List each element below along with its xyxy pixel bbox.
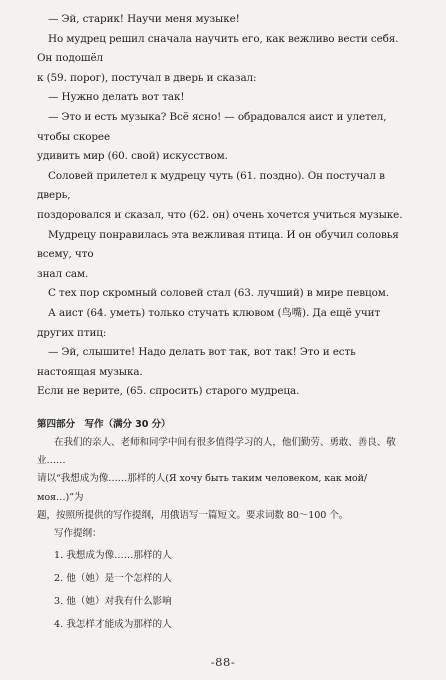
passage-line: Соловей прилетел к мудрецу чуть (61. поздно). Он постучал в дверь, bbox=[37, 169, 385, 202]
passage-line: — Это и есть музыка? Всё ясно! — обрадовался аист и улетел, чтобы скорее bbox=[37, 110, 387, 143]
prompt-line: 在我们的亲人、老师和同学中间有很多值得学习的人，他们勤劳、勇敢、善良、敬业…… bbox=[37, 437, 396, 467]
section-title: 第四部分 写作（满分 30 分） bbox=[37, 418, 171, 430]
passage-line: Но мудрец решил сначала научить его, как вежливо вести себя. Он подошёл bbox=[37, 32, 399, 65]
passage-line: А аист (64. уметь) только стучать клювом (鸟嘴). Да ещё учит других птиц: bbox=[37, 306, 381, 339]
passage-line: — Нужно делать вот так! bbox=[48, 91, 185, 104]
passage-line: Мудрецу понравилась эта вежливая птица. И он обучил соловья всему, что bbox=[37, 228, 399, 261]
outline-item: 1. 我想成为像……那样的人 bbox=[54, 550, 172, 562]
prompt-line: 请以“我想成为像……那样的人(Я хочу быть таким человеком, как мой/моя…)”为 bbox=[37, 473, 368, 503]
outline-item: 2. 他（她）是一个怎样的人 bbox=[54, 573, 172, 585]
passage-line: поздоровался и сказал, что (62. он) очень хочется учиться музыке. bbox=[37, 208, 403, 221]
passage-line: С тех пор скромный соловей стал (63. лучший) в мире певцом. bbox=[48, 287, 389, 300]
passage-line: к (59. порог), постучал в дверь и сказал: bbox=[37, 71, 257, 84]
page-number: -88- bbox=[210, 655, 236, 669]
passage-line: — Эй, слышите! Надо делать вот так, вот так! Это и есть настоящая музыка. bbox=[37, 346, 356, 378]
outline-label: 写作提纲： bbox=[54, 528, 102, 540]
passage-line: Если не верите, (65. спросить) старого мудреца. bbox=[37, 385, 300, 398]
passage-line: удивить мир (60. свой) искусством. bbox=[37, 150, 228, 163]
writing-section bbox=[37, 416, 404, 637]
passage-line: знал сам. bbox=[37, 267, 89, 280]
outline-item: 4. 我怎样才能成为那样的人 bbox=[54, 618, 172, 630]
prompt-line: 题，按照所提供的写作提纲，用俄语写一篇短文。要求词数 80～100 个。 bbox=[37, 509, 349, 521]
outline-list bbox=[37, 545, 404, 636]
outline-item: 3. 他（她）对我有什么影响 bbox=[54, 595, 172, 607]
reading-passage bbox=[37, 10, 404, 402]
passage-line: — Эй, старик! Научи меня музыке! bbox=[48, 13, 240, 25]
